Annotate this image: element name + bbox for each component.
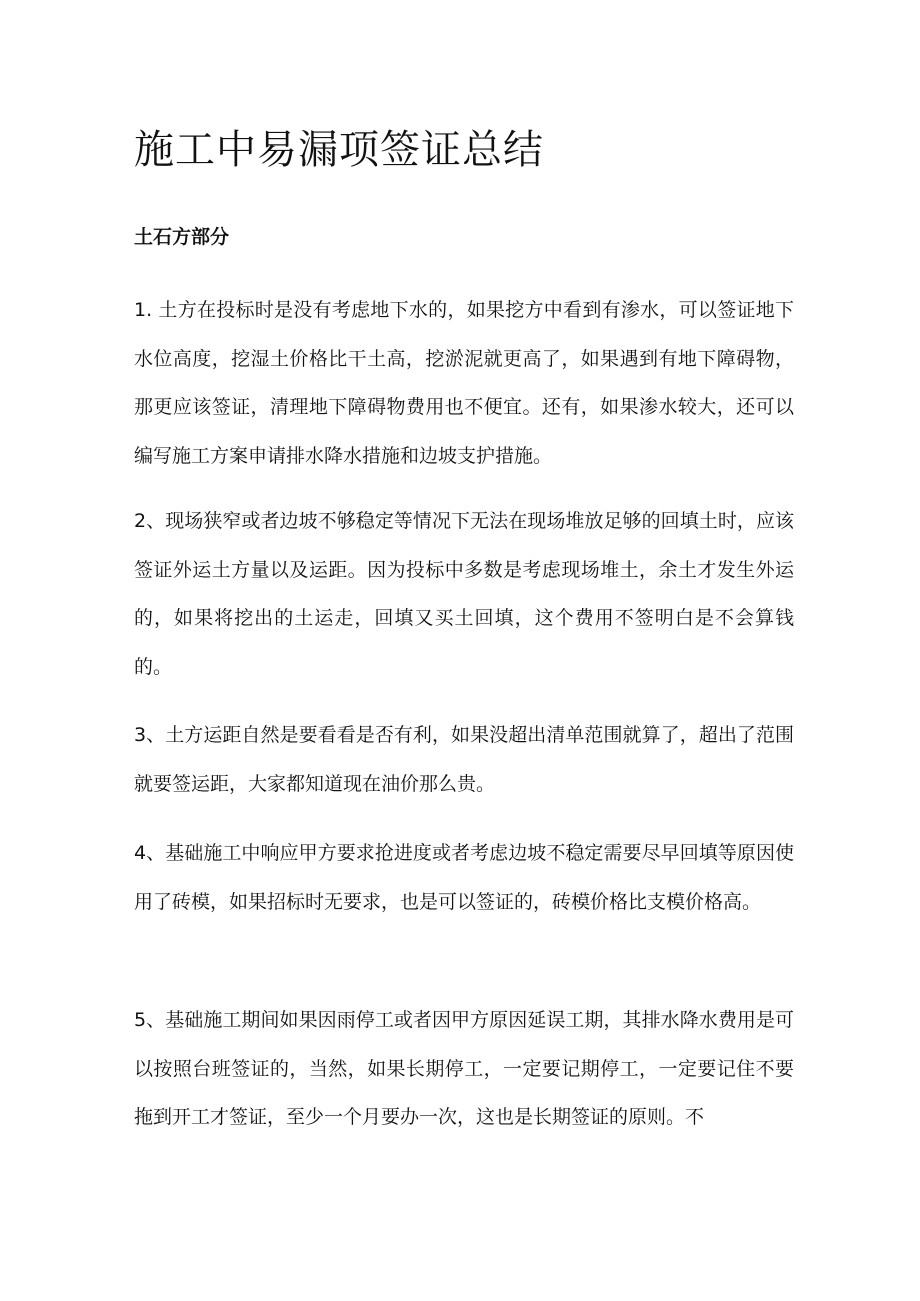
paragraph-1: 1. 土方在投标时是没有考虑地下水的，如果挖方中看到有渗水，可以签证地下水位高度，挖湿土价格比干土高，挖淤泥就更高了，如果遇到有地下障碍物，那更应该签证，清理地下障碍物费用也不便宜。还有，如果渗水较大，还可以编写施工方案申请排水降水措施和边坡支护措施。	[134, 299, 794, 467]
paragraph-4: 4、基础施工中响应甲方要求抢进度或者考虑边坡不稳定需要尽早回填等原因使用了砖模，如果招标时无要求，也是可以签证的，砖模价格比支模价格高。	[134, 842, 794, 913]
document-title: 施工中易漏项签证总结	[134, 127, 544, 173]
section-heading: 土石方部分	[134, 226, 230, 248]
paragraph-3: 3、土方运距自然是要看看是否有利，如果没超出清单范围就算了，超出了范围就要签运距，大家都知道现在油价那么贵。	[134, 724, 794, 795]
paragraph-5: 5、基础施工期间如果因雨停工或者因甲方原因延误工期，其排水降水费用是可以按照台班签证的，当然，如果长期停工，一定要记期停工，一定要记住不要拖到开工才签证，至少一个月要办一次，这也是长期签证的原则。不	[134, 1009, 794, 1128]
paragraph-2: 2、现场狭窄或者边坡不够稳定等情况下无法在现场堆放足够的回填土时，应该签证外运土方量以及运距。因为投标中多数是考虑现场堆土，余土才发生外运的，如果将挖出的土运走，回填又买土回填，这个费用不签明白是不会算钱的。	[134, 510, 794, 678]
